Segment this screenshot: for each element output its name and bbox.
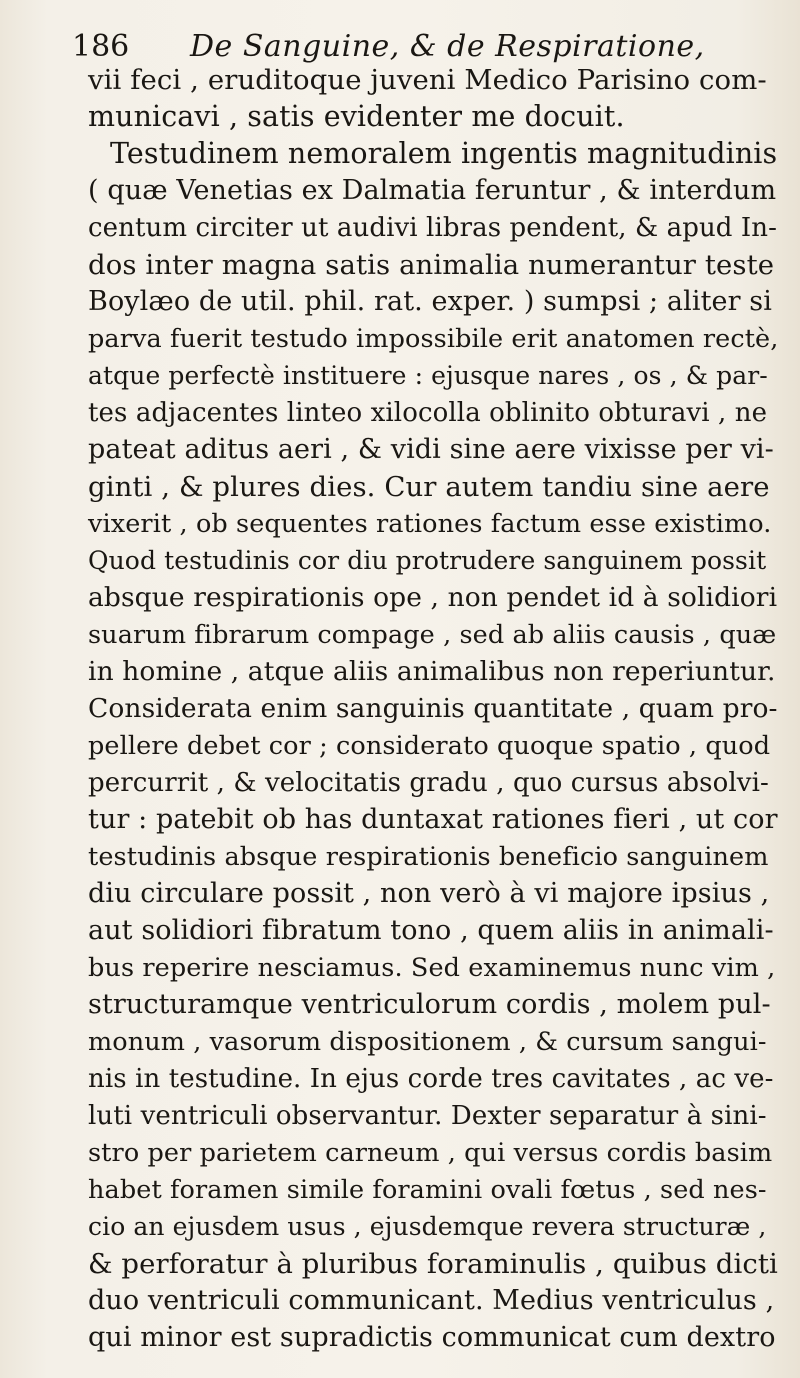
text-line: habet foramen simile foramini ovali fœtus , sed nes- xyxy=(88,1175,767,1205)
text-line: diu circulare possit , non verò à vi majore ipsius , xyxy=(88,878,770,909)
text-line: pateat aditus aeri , & vidi sine aere vixisse per vi- xyxy=(88,434,774,465)
text-line: stro per parietem carneum , qui versus cordis basim xyxy=(88,1138,773,1168)
text-line: centum circiter ut audivi libras pendent, & apud In- xyxy=(88,213,777,243)
text-line: testudinis absque respirationis beneficio sanguinem xyxy=(88,842,769,872)
text-line: monum , vasorum dispositionem , & cursum sangui- xyxy=(88,1027,767,1057)
text-line: structuramque ventriculorum cordis , molem pul- xyxy=(88,989,771,1020)
text-line: tes adjacentes linteo xilocolla oblinito obturavi , ne xyxy=(88,398,768,428)
text-line: luti ventriculi observantur. Dexter separatur à sini- xyxy=(88,1101,767,1131)
text-line: in homine , atque aliis animalibus non reperiuntur. xyxy=(88,656,776,687)
text-line: bus reperire nesciamus. Sed examinemus nunc vim , xyxy=(88,953,776,983)
text-line: municavi , satis evidenter me docuit. xyxy=(88,100,625,133)
text-line: atque perfectè instituere : ejusque nares , os , & par- xyxy=(88,361,768,390)
page-number: 186 xyxy=(72,29,130,64)
text-line: Testudinem nemoralem ingentis magnitudinis xyxy=(110,137,778,170)
running-title: De Sanguine, & de Respiratione, xyxy=(190,29,705,64)
text-line: ginti , & plures dies. Cur autem tandiu sine aere xyxy=(88,471,770,503)
text-line: qui minor est supradictis communicat cum dextro xyxy=(88,1322,776,1353)
text-line: Quod testudinis cor diu protrudere sanguinem possit xyxy=(88,546,767,575)
text-line: aut solidiori fibratum tono , quem aliis in animali- xyxy=(88,915,774,946)
text-line: & perforatur à pluribus foraminulis , quibus dicti xyxy=(88,1248,778,1280)
text-line: ( quæ Venetias ex Dalmatia feruntur , & interdum xyxy=(88,175,777,206)
text-line: Considerata enim sanguinis quantitate , quam pro- xyxy=(88,693,778,724)
text-line: duo ventriculi communicant. Medius ventriculus , xyxy=(88,1285,775,1316)
text-line: percurrit , & velocitatis gradu , quo cursus absolvi- xyxy=(88,768,769,798)
text-line: dos inter magna satis animalia numerantur teste xyxy=(88,249,775,281)
text-line: absque respirationis ope , non pendet id à solidiori xyxy=(88,582,778,613)
text-line: cio an ejusdem usus , ejusdemque revera structuræ , xyxy=(88,1212,767,1241)
text-line: vixerit , ob sequentes rationes factum esse existimo. xyxy=(88,509,772,539)
text-line: nis in testudine. In ejus corde tres cavitates , ac ve- xyxy=(88,1064,774,1094)
text-line: pellere debet cor ; considerato quoque spatio , quod xyxy=(88,731,771,761)
text-line: suarum fibrarum compage , sed ab aliis causis , quæ xyxy=(88,620,777,650)
text-line: parva fuerit testudo impossibile erit anatomen rectè, xyxy=(88,324,779,354)
text-line: tur : patebit ob has duntaxat rationes fieri , ut cor xyxy=(88,804,778,835)
text-line: vii feci , eruditoque juveni Medico Parisino com- xyxy=(88,64,767,96)
text-line: Boylæo de util. phil. rat. exper. ) sumpsi ; aliter si xyxy=(88,286,772,317)
